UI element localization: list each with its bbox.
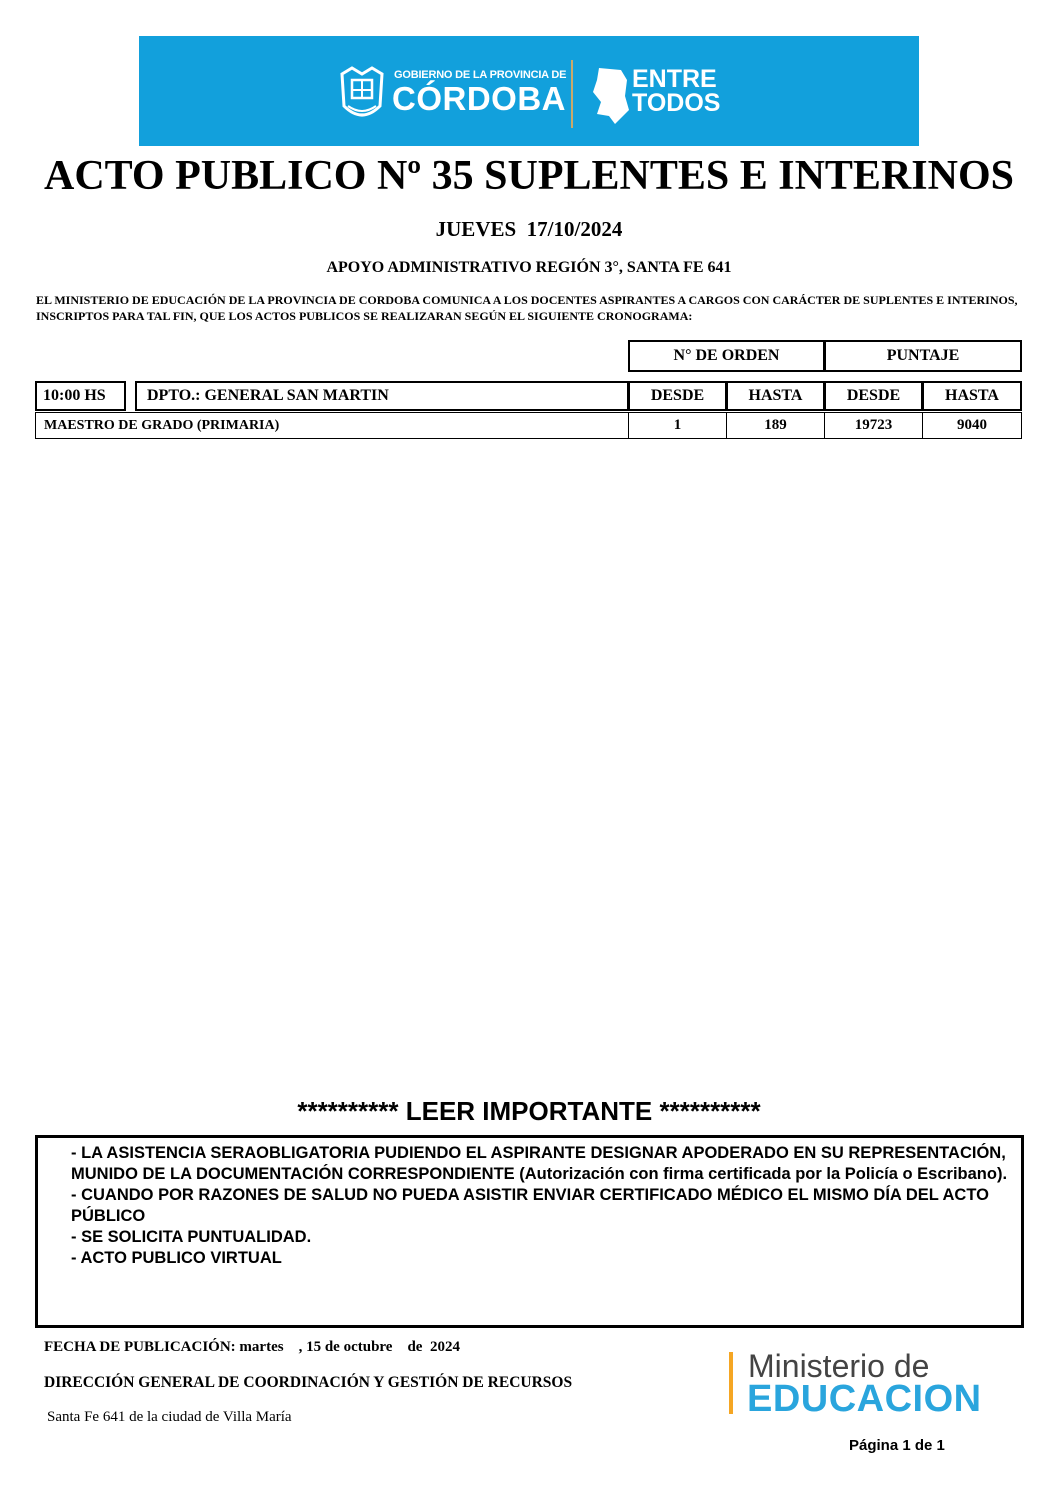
ministerio-line-1: Ministerio de [748, 1348, 930, 1384]
page-title: ACTO PUBLICO Nº 35 SUPLENTES E INTERINOS [44, 153, 1014, 199]
header-puntaje-group: PUNTAJE [824, 340, 1022, 372]
important-item: - SE SOLICITA PUNTUALIDAD. [71, 1228, 312, 1246]
banner-divider [571, 60, 573, 128]
direccion-general: DIRECCIÓN GENERAL DE COORDINACIÓN Y GESTIÓN DE RECURSOS [44, 1374, 573, 1391]
ministerio-line-2: EDUCACION [747, 1378, 982, 1420]
time-cell: 10:00 HS [35, 381, 126, 411]
subtitle: APOYO ADMINISTRATIVO REGIÓN 3°, SANTA FE 641 [326, 259, 732, 276]
gov-line: GOBIERNO DE LA PROVINCIA DE [394, 69, 567, 81]
slogan-line-2: TODOS [632, 89, 721, 117]
ministerio-logo-bar [729, 1352, 733, 1414]
province-map-icon [591, 66, 631, 126]
slogan-line-1: ENTRE [632, 65, 717, 93]
department-cell: DPTO.: GENERAL SAN MARTIN [135, 381, 629, 411]
important-list [71, 1143, 1016, 1269]
row-puntaje-hasta: 9040 [922, 412, 1022, 439]
publication-date: FECHA DE PUBLICACIÓN: martes , 15 de octubre de 2024 [44, 1339, 460, 1355]
page-number: Página 1 de 1 [849, 1437, 945, 1454]
important-item: - CUANDO POR RAZONES DE SALUD NO PUEDA ASISTIR ENVIAR CERTIFICADO MÉDICO EL MISMO DÍA DEL ACTO PÚBLICO [71, 1186, 989, 1225]
col-orden-desde: DESDE [628, 381, 727, 411]
row-orden-hasta: 189 [726, 412, 825, 439]
address: Santa Fe 641 de la ciudad de Villa María [47, 1409, 292, 1425]
header-orden-group: N° DE ORDEN [628, 340, 825, 372]
slogan [632, 67, 720, 115]
col-puntaje-desde: DESDE [824, 381, 923, 411]
col-orden-hasta: HASTA [726, 381, 825, 411]
important-title: ********** LEER IMPORTANTE ********** [297, 1096, 761, 1126]
important-box [35, 1135, 1024, 1328]
row-orden-desde: 1 [628, 412, 727, 439]
intro-paragraph: EL MINISTERIO DE EDUCACIÓN DE LA PROVINCIA DE CORDOBA COMUNICA A LOS DOCENTES ASPIRANTES A CARGOS CON CARÁCTER DE SUPLENTES E INTERINOS, INSCRIPTOS PARA TAL FIN, QUE LOS ACTOS PUBLICOS SE REALIZARAN SEGÚN EL SIGUIENTE CRONOGRAMA: [36, 293, 1018, 323]
row-cargo: MAESTRO DE GRADO (PRIMARIA) [35, 412, 629, 439]
ministerio-logo [729, 1348, 989, 1418]
date-line: JUEVES 17/10/2024 [435, 217, 623, 241]
col-puntaje-hasta: HASTA [922, 381, 1022, 411]
important-item: - LA ASISTENCIA SERAOBLIGATORIA PUDIENDO EL ASPIRANTE DESIGNAR APODERADO EN SU REPRESENTACIÓN, MUNIDO DE LA DOCUMENTACIÓN CORRESPONDIENTE (Autorización con firma certificada por la Policía o Escribano). [71, 1144, 1008, 1183]
cordoba-shield-logo [338, 66, 386, 124]
header-banner [139, 36, 919, 146]
province-name: CÓRDOBA [392, 80, 566, 117]
important-item: - ACTO PUBLICO VIRTUAL [71, 1249, 282, 1267]
row-puntaje-desde: 19723 [824, 412, 923, 439]
